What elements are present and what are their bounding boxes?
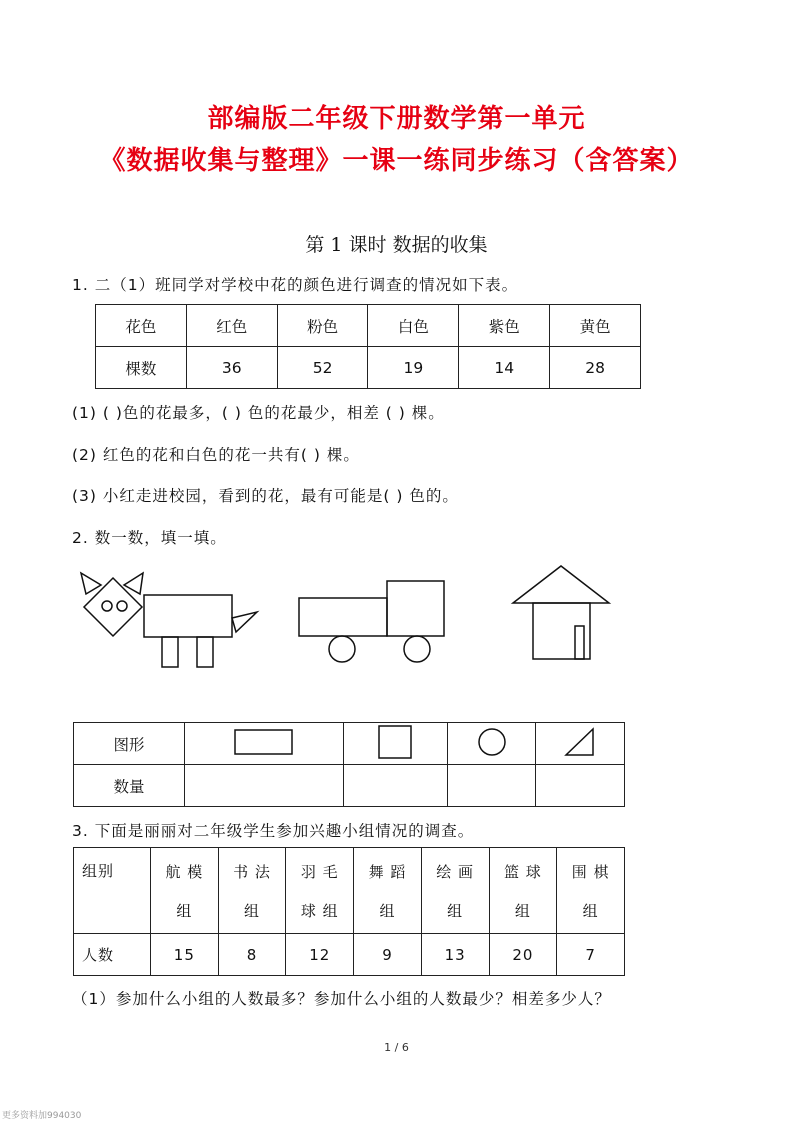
- watermark-text: 更多资料加994030: [2, 1111, 82, 1121]
- house-figure: [513, 566, 609, 659]
- truck-cab-icon: [387, 581, 444, 636]
- count-answer-cell[interactable]: [447, 765, 536, 807]
- circle-icon: [475, 725, 509, 759]
- truck-wheel-icon: [329, 636, 355, 662]
- group-header-cell: 书 法 组: [218, 848, 286, 934]
- group-count-cell: 13: [421, 934, 489, 976]
- truck-wheel-icon: [404, 636, 430, 662]
- flower-count-cell: 52: [277, 347, 368, 389]
- cow-leg-icon: [162, 637, 178, 667]
- cow-figure: [81, 573, 257, 667]
- group-header-cell: 羽 毛 球 组: [286, 848, 354, 934]
- group-header-cell: 航 模 组: [151, 848, 219, 934]
- shape-cell-triangle: [536, 723, 625, 765]
- group-header-cell: 围 棋 组: [557, 848, 625, 934]
- cow-ear-left-icon: [81, 573, 101, 594]
- q3-sub1: （1）参加什么小组的人数最多？参加什么小组的人数最少？相差多少人？: [72, 990, 611, 1008]
- house-roof-icon: [513, 566, 609, 603]
- page-number: 1 / 6: [384, 1041, 409, 1054]
- cow-body-icon: [144, 595, 232, 637]
- count-answer-cell[interactable]: [344, 765, 448, 807]
- group-count-cell: 15: [151, 934, 219, 976]
- shape-cell-square: [344, 723, 448, 765]
- truck-figure: [299, 581, 444, 662]
- cow-head-icon: [84, 578, 142, 636]
- triangle-icon: [563, 726, 597, 758]
- group-count-cell: 7: [557, 934, 625, 976]
- flower-color-table: [95, 304, 641, 389]
- cow-leg-icon: [197, 637, 213, 667]
- document-title-line2: 《数据收集与整理》一课一练同步练习（含答案）: [99, 146, 694, 176]
- square-icon: [376, 724, 416, 760]
- flower-header-cell: 粉色: [277, 305, 368, 347]
- shape-cell-circle: [447, 723, 536, 765]
- group-header-cell: 绘 画 组: [421, 848, 489, 934]
- house-wall-icon: [533, 603, 590, 659]
- interest-group-table: [73, 847, 625, 976]
- rectangle-icon: [233, 727, 295, 757]
- q2-stem: 2. 数一数，填一填。: [72, 529, 227, 547]
- flower-count-cell: 36: [186, 347, 277, 389]
- house-door-icon: [575, 626, 584, 659]
- count-answer-cell[interactable]: [185, 765, 344, 807]
- q1-sub3: (3) 小红走进校园，看到的花，最有可能是( ) 色的。: [72, 487, 459, 505]
- count-row-label: 数量: [74, 765, 185, 807]
- flower-header-cell: 红色: [186, 305, 277, 347]
- q1-sub2: (2) 红色的花和白色的花一共有( ) 棵。: [72, 446, 360, 464]
- flower-header-cell: 紫色: [459, 305, 550, 347]
- shape-cell-rectangle: [185, 723, 344, 765]
- group-count-cell: 20: [489, 934, 557, 976]
- lesson-heading: 第 1 课时 数据的收集: [305, 234, 488, 256]
- shape-count-table: [73, 722, 625, 807]
- group-count-cell: 9: [354, 934, 422, 976]
- shape-figures: [0, 560, 793, 680]
- shape-row-label: 图形: [74, 723, 185, 765]
- group-row-label: 组别: [74, 848, 151, 934]
- count-answer-cell[interactable]: [536, 765, 625, 807]
- document-title-line1: 部编版二年级下册数学第一单元: [207, 104, 586, 134]
- count-row-label: 人数: [74, 934, 151, 976]
- q1-sub1: (1) ( )色的花最多，( ) 色的花最少，相差 ( ) 棵。: [72, 404, 445, 422]
- flower-count-cell: 28: [550, 347, 641, 389]
- flower-count-cell: 19: [368, 347, 459, 389]
- q1-stem: 1. 二（1）班同学对学校中花的颜色进行调查的情况如下表。: [72, 276, 519, 294]
- group-count-cell: 12: [286, 934, 354, 976]
- group-header-cell: 舞 蹈 组: [354, 848, 422, 934]
- flower-header-cell: 白色: [368, 305, 459, 347]
- group-header-cell: 篮 球 组: [489, 848, 557, 934]
- cow-eye-icon: [102, 601, 112, 611]
- cow-tail-icon: [232, 612, 257, 632]
- truck-cargo-icon: [299, 598, 387, 636]
- flower-count-cell: 14: [459, 347, 550, 389]
- flower-header-cell: 花色: [96, 305, 187, 347]
- flower-row-label: 棵数: [96, 347, 187, 389]
- q3-stem: 3. 下面是丽丽对二年级学生参加兴趣小组情况的调查。: [72, 822, 475, 840]
- cow-eye-icon: [117, 601, 127, 611]
- flower-header-cell: 黄色: [550, 305, 641, 347]
- group-count-cell: 8: [218, 934, 286, 976]
